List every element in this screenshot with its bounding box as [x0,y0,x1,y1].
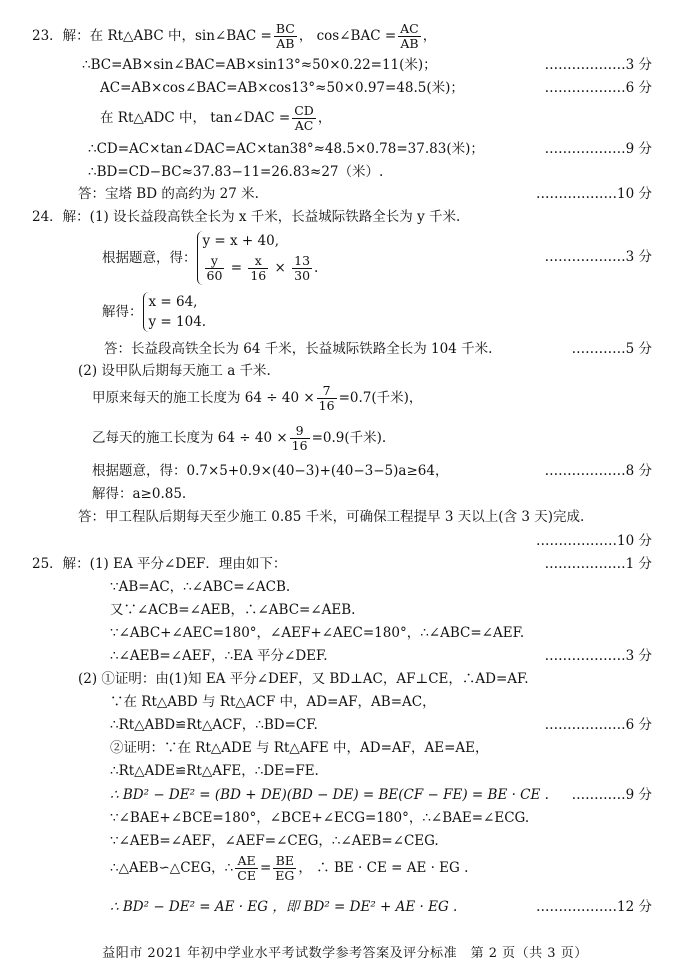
q25-line-12: ∵∠BAE+∠BCE=180°，∠BCE+∠ECG=180°，∴∠BAE=∠ECG. [110,810,530,826]
fraction-ac-ab: $\frac{AC}{AB}$ [400,21,419,51]
q25-score-9: …………9 分 [571,787,652,803]
q23-line-5: ∴CD=AC×tan∠DAC=AC×tan38°≈48.5×0.78=37.83(米)； [88,141,484,157]
q24-line-1: 24．解：(1) 设长益段高铁全长为 x 千米，长益城际铁路全长为 y 千米. [32,209,461,225]
q23-score-3: ………………3 分 [544,57,652,73]
q25-line-6: (2) ①证明：由(1)知 EA 平分∠DEF，又 BD⊥AC，AF⊥CE，∴AD=AF. [78,671,529,687]
page-footer: 益阳市 2021 年初中学业水平考试数学参考答案及评分标准 第 2 页（共 3 页） [102,946,588,961]
fraction-bc-ab: $\frac{BC}{AB}$ [275,21,295,51]
q25-line-4: ∵∠ABC+∠AEC=180°，∠AEF+∠AEC=180°，∴∠ABC=∠AEF. [110,625,525,641]
q25-line-2: ∵AB=AC，∴∠ABC=∠ACB. [110,579,291,595]
fraction-ae-ce: $\frac{AE}{CE}$ [237,853,256,883]
q24-inequality: 根据题意，得：0.7×5+0.9×(40−3)+(40−3−5)a≥64， [92,463,449,479]
q23-score-10: ………………10 分 [536,186,652,202]
q24-score-8: ………………8 分 [544,463,652,479]
q23-line-4: 在 Rt△ADC 中， tan∠DAC = $\frac{CD}{AC}$ ， [100,103,332,133]
q24-solution-brace: x = 64, y = 104. [143,292,207,332]
q25-line-1: 25．解：(1) EA 平分∠DEF．理由如下： [32,556,287,572]
q24-score-3: ………………3 分 [544,249,652,265]
fraction-cd-ac: $\frac{CD}{AC}$ [294,103,314,133]
q23-line-2: ∴BC=AB×sin∠BAC=AB×sin13°≈50×0.22=11(米)； [82,57,437,73]
q23-line-1: 23．解：在 Rt△ABC 中，sin∠BAC = $\frac{BC}{AB}$ ， cos∠BAC = $\frac{AC}{AB}$ ， [32,21,437,51]
q24-line-jia: 甲原来每天的施工长度为 64 ÷ 40 × $\frac{7}{16}$ =0.7(千米)， [92,383,423,413]
q25-line-8: ∴Rt△ABD≌Rt△ACF，∴BD=CF. [110,717,318,733]
fraction-7-16: $\frac{7}{16}$ [318,383,335,413]
q24-solution: 解得： x = 64, y = 104. [102,294,207,330]
q25-line-9: ②证明：∵在 Rt△ADE 与 Rt△AFE 中，AD=AF，AE=AE， [110,740,489,756]
q24-score-5: …………5 分 [571,341,652,357]
q24-answer-2: 答：甲工程队后期每天至少施工 0.85 千米，可确保工程提早 3 天以上(含 3 天)完成. [78,509,585,525]
q25-line-14: ∴△AEB∽△CEG，∴ $\frac{AE}{CE}$ = $\frac{BE}{EG}$ ， ∴ BE · CE = AE · EG . [110,853,469,883]
q24-line-yi: 乙每天的施工长度为 64 ÷ 40 × $\frac{9}{16}$ =0.9(千米). [92,423,387,453]
q25-score-3: ………………3 分 [544,648,652,664]
q24-part-2: (2) 设甲队后期每天施工 a 千米. [78,363,271,379]
q25-line-15: ∴ BD² − DE² = AE · EG ，即 BD² = DE² + AE · EG . [110,899,458,915]
q25-line-5: ∴∠AEB=∠AEF，∴EA 平分∠DEF. [110,648,328,664]
q23-line-6: ∴BD=CD−BC≈37.83−11=26.83≈27（米）. [88,164,384,180]
q24-answer-1: 答：长益段高铁全长为 64 千米，长益城际铁路全长为 104 千米. [104,341,493,357]
fraction-be-eg: $\frac{BE}{EG}$ [275,853,295,883]
q25-line-11: ∴ BD² − DE² = (BD + DE)(BD − DE) = BE(CF − FE) = BE · CE . [110,787,549,803]
q25-score-6: ………………6 分 [544,717,652,733]
q25-line-3: 又∵∠ACB=∠AEB，∴∠ABC=∠AEB. [110,602,356,618]
q23-score-9: ………………9 分 [544,141,652,157]
q25-line-10: ∴Rt△ADE≌Rt△AFE，∴DE=FE. [110,763,319,779]
q24-result: 解得：a≥0.85. [92,486,187,502]
q25-line-13: ∵∠AEB=∠AEF，∠AEF=∠CEG，∴∠AEB=∠CEG. [110,833,439,849]
q23-line-3: AC=AB×cos∠BAC=AB×cos13°≈50×0.97=48.5(米)； [100,80,464,96]
q24-score-10: ………………10 分 [536,533,652,549]
q24-brace: y = x + 40, $\frac{y}{60}$ = $\frac{x}{16}$ × $\frac{13}{30}$ . [197,231,319,285]
fraction-9-16: $\frac{9}{16}$ [291,423,308,453]
q24-system: 根据题意，得： y = x + 40, $\frac{y}{60}$ = $\frac{x}{16}$ × $\frac{13}{30}$ . [102,233,319,283]
q23-answer: 答：宝塔 BD 的高约为 27 米. [78,186,259,202]
q23-score-6: ………………6 分 [544,80,652,96]
q25-line-7: ∵在 Rt△ABD 与 Rt△ACF 中，AD=AF，AB=AC， [110,694,436,710]
q25-score-12: ………………12 分 [536,899,652,915]
q25-score-1: ………………1 分 [544,556,652,572]
